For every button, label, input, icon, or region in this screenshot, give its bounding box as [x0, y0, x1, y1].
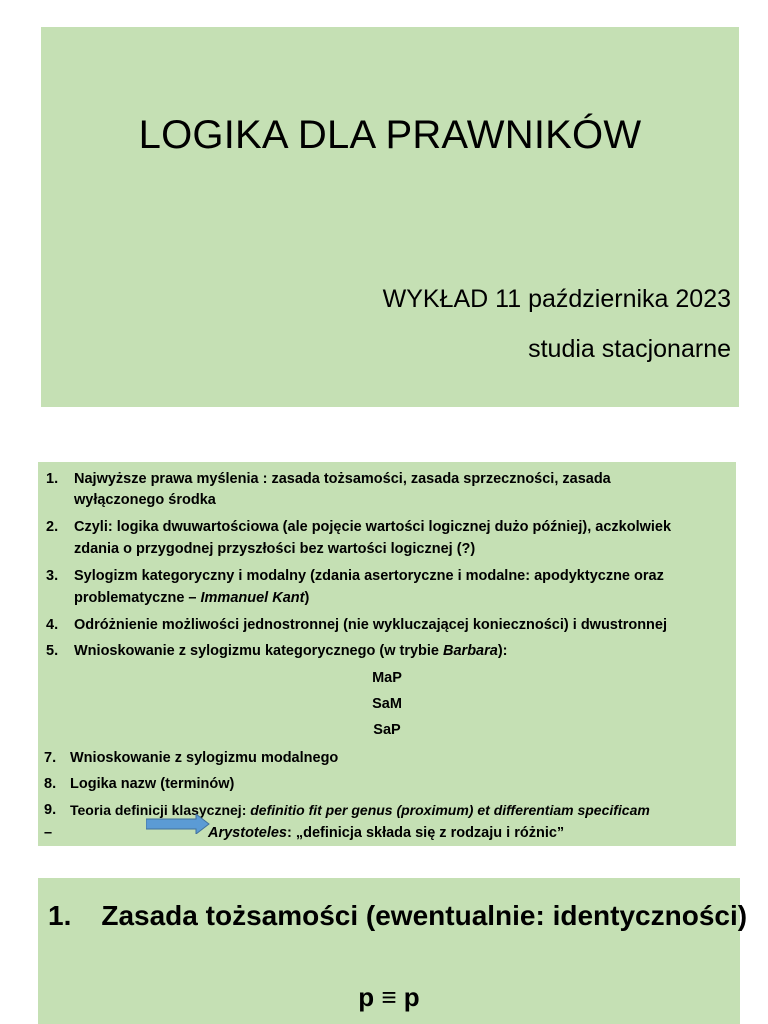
- lecture-date: WYKŁAD 11 października 2023: [382, 285, 731, 313]
- identity-slide: [38, 878, 748, 1024]
- list-number: 9.: [44, 802, 57, 818]
- list-item-text: [208, 824, 564, 843]
- list-number: 1.: [46, 471, 59, 487]
- slide-heading: [48, 900, 747, 932]
- list-item-text: Czyli: logika dwuwartościowa (ale pojęcie wartości logicznej dużo później), aczkolwiek: [74, 519, 672, 535]
- text-part: problematyczne –: [74, 590, 201, 606]
- list-item-text: Wnioskowanie z sylogizmu modalnego: [70, 750, 339, 766]
- list-item-text: zdania o przygodnej przyszłości bez wartości logicznej (?): [74, 541, 476, 557]
- list-item-text: Logika nazw (terminów): [70, 776, 235, 792]
- list-item-text: Odróżnienie możliwości jednostronnej (nie wykluczającej konieczności) i dwustronnej: [74, 617, 668, 633]
- title-slide: [41, 27, 739, 407]
- list-number: 7.: [44, 750, 57, 766]
- list-item-text: wyłączonego środka: [74, 492, 216, 508]
- arrow-right-icon: [146, 814, 210, 834]
- author-name: Arystoteles: [208, 825, 287, 841]
- text-part: Wnioskowanie z sylogizmu kategorycznego (w trybie: [74, 643, 444, 659]
- author-name: Immanuel Kant: [200, 590, 305, 606]
- text-part: Teoria definicji klasycznej:: [70, 802, 251, 818]
- dash: –: [44, 825, 53, 841]
- list-number: 8.: [44, 776, 57, 792]
- text-part: ):: [497, 643, 508, 659]
- text-part: ): [304, 590, 310, 606]
- premise-major: MaP: [372, 670, 402, 686]
- mode-name: Barbara: [443, 643, 498, 659]
- identity-formula: p ≡ p: [358, 982, 420, 1012]
- list-item-text: [74, 642, 508, 661]
- slide-title: LOGIKA DLA PRAWNIKÓW: [138, 113, 642, 157]
- latin-definition: definitio fit per genus (proximum) et differentiam specificam: [250, 802, 650, 818]
- list-number: 2.: [46, 519, 59, 535]
- list-number: 4.: [46, 617, 59, 633]
- list-item-text: Najwyższe prawa myślenia : zasada tożsamości, zasada sprzeczności, zasada: [74, 471, 611, 487]
- list-item-text: Sylogizm kategoryczny i modalny (zdania asertoryczne i modalne: apodyktyczne oraz: [74, 568, 664, 584]
- premise-minor: SaM: [372, 696, 402, 712]
- conclusion: SaP: [373, 722, 401, 738]
- list-number: 5.: [46, 643, 59, 659]
- study-mode: studia stacjonarne: [528, 335, 731, 363]
- list-number: 3.: [46, 568, 59, 584]
- text-part: : „definicja składa się z rodzaju i różnic”: [286, 825, 565, 841]
- heading-number: 1.: [48, 900, 72, 931]
- list-item-text: [74, 589, 309, 608]
- heading-text: Zasada tożsamości (ewentualnie: identyczności): [101, 900, 748, 931]
- outline-slide: [38, 462, 736, 846]
